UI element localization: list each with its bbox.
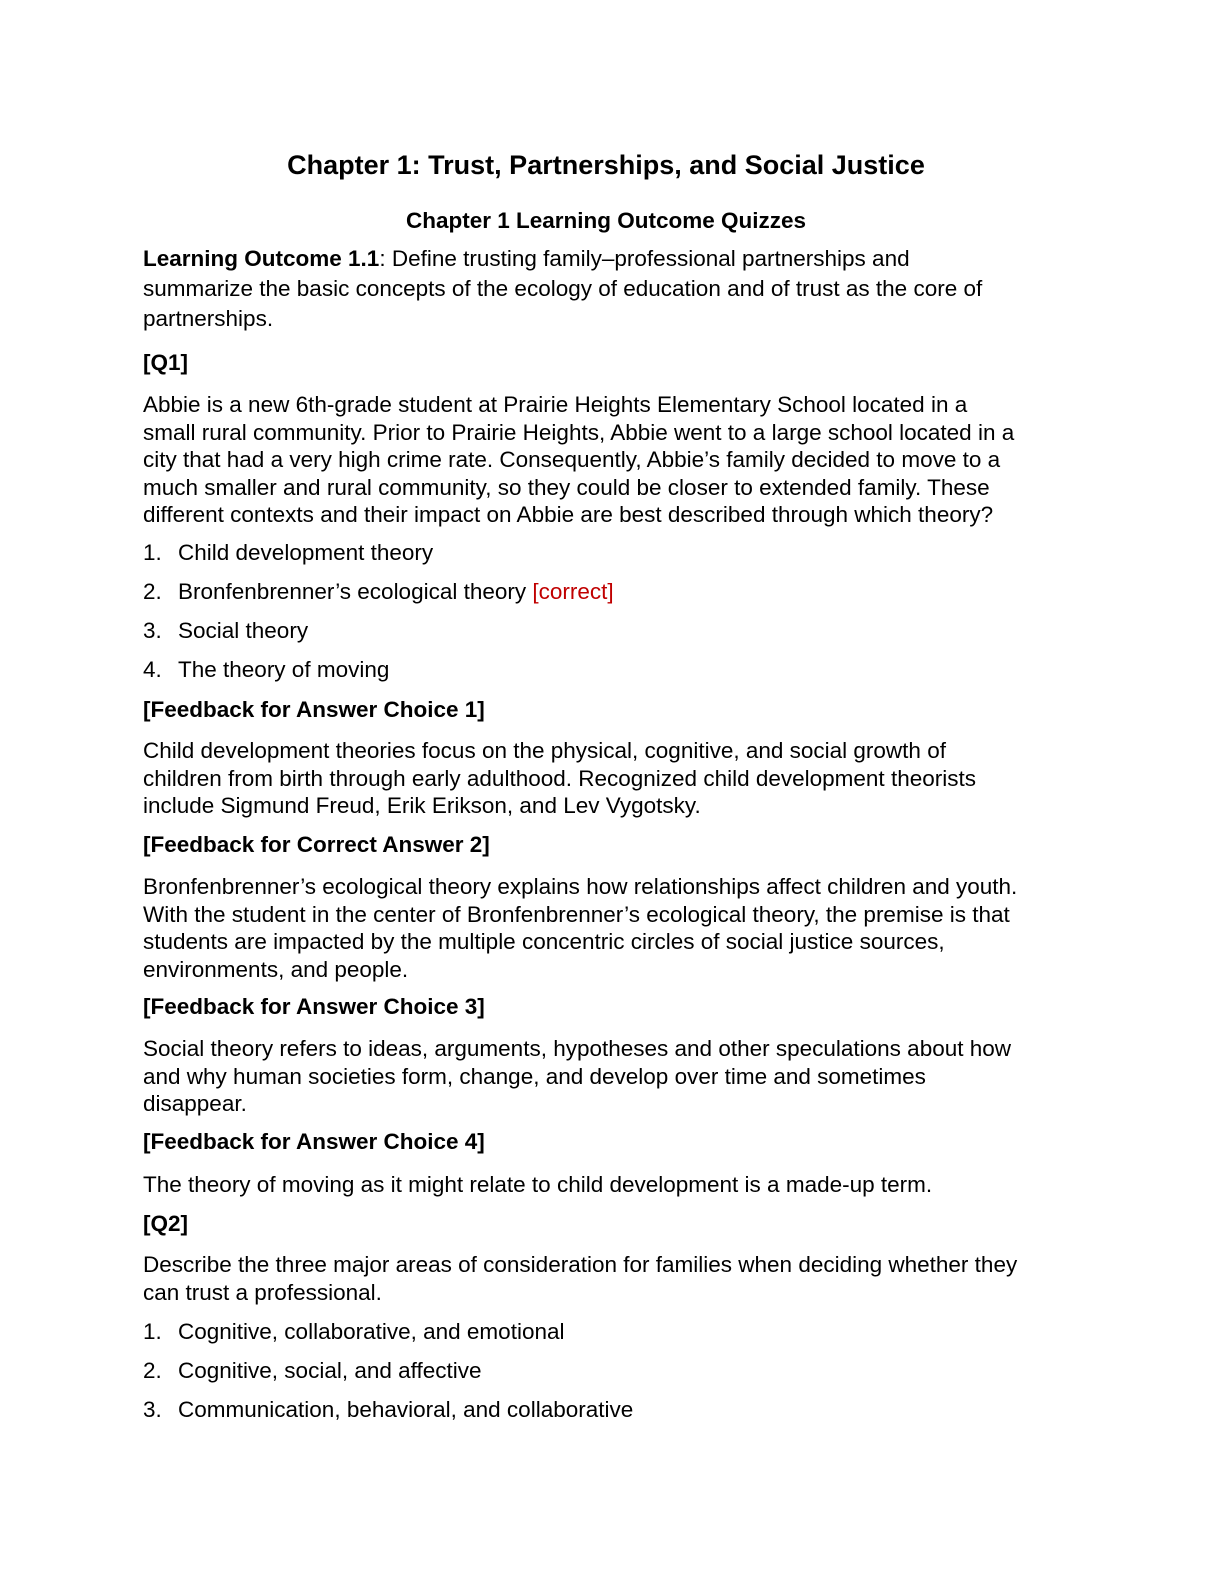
feedback-line: With the student in the center of Bronfenbrenner’s ecological theory, the premise is that <box>143 901 1010 927</box>
page-subtitle: Chapter 1 Learning Outcome Quizzes <box>405 208 807 233</box>
q1-option-1 <box>143 540 433 566</box>
learning-outcome-line-3: partnerships. <box>143 306 274 331</box>
feedback-4-text <box>143 1171 1083 1199</box>
question-2-stem <box>143 1251 1083 1306</box>
q1-option-3 <box>143 618 308 644</box>
feedback-3-text <box>143 1035 1083 1118</box>
stem-line: different contexts and their impact on Abbie are best described through which theory? <box>143 502 994 527</box>
feedback-2-text <box>143 873 1083 983</box>
feedback-line: Social theory refers to ideas, arguments, hypotheses and other speculations about how <box>143 1036 1012 1061</box>
question-2-tag: [Q2] <box>143 1211 188 1236</box>
option-number: 1. <box>143 540 162 565</box>
question-1-stem <box>143 391 1083 529</box>
feedback-4-heading: [Feedback for Answer Choice 4] <box>143 1129 485 1154</box>
learning-outcome-line-1 <box>143 246 910 272</box>
q1-option-2 <box>143 579 614 605</box>
feedback-1-text <box>143 737 1083 820</box>
option-number: 2. <box>143 579 162 604</box>
feedback-1-heading: [Feedback for Answer Choice 1] <box>143 697 485 722</box>
stem-line: Abbie is a new 6th-grade student at Prairie Heights Elementary School located in a <box>143 392 968 417</box>
option-number: 2. <box>143 1358 162 1383</box>
q1-option-4 <box>143 657 389 683</box>
feedback-line: The theory of moving as it might relate to child development is a made-up term. <box>143 1172 933 1197</box>
option-number: 4. <box>143 657 162 682</box>
feedback-line: Bronfenbrenner’s ecological theory explains how relationships affect children and youth. <box>143 874 1018 899</box>
option-text: Cognitive, collaborative, and emotional <box>178 1319 565 1344</box>
feedback-line: environments, and people. <box>143 956 409 982</box>
stem-line: can trust a professional. <box>143 1279 382 1305</box>
feedback-line: disappear. <box>143 1091 247 1116</box>
option-text: Social theory <box>178 618 309 643</box>
feedback-line: and why human societies form, change, and develop over time and sometimes <box>143 1063 926 1089</box>
learning-outcome-label: Learning Outcome 1.1 <box>143 246 380 271</box>
q2-option-2 <box>143 1358 482 1384</box>
stem-line: small rural community. Prior to Prairie Heights, Abbie went to a large school located in a <box>143 419 1015 445</box>
learning-outcome-line-2: summarize the basic concepts of the ecology of education and of trust as the core of <box>143 276 983 301</box>
feedback-line: children from birth through early adulthood. Recognized child development theorists <box>143 765 976 791</box>
feedback-2-heading: [Feedback for Correct Answer 2] <box>143 832 490 857</box>
q2-option-1 <box>143 1319 564 1345</box>
option-text: Child development theory <box>178 540 434 565</box>
option-text: Communication, behavioral, and collaborative <box>178 1397 634 1422</box>
correct-marker: [correct] <box>532 579 614 604</box>
learning-outcome-text: : Define trusting family–professional partnerships and <box>379 246 910 271</box>
feedback-line: include Sigmund Freud, Erik Erikson, and Lev Vygotsky. <box>143 793 701 818</box>
option-number: 3. <box>143 1397 162 1422</box>
q2-option-3 <box>143 1397 633 1423</box>
option-text: Cognitive, social, and affective <box>178 1358 482 1383</box>
option-text: The theory of moving <box>178 657 390 682</box>
feedback-line: Child development theories focus on the physical, cognitive, and social growth of <box>143 738 946 763</box>
feedback-3-heading: [Feedback for Answer Choice 3] <box>143 994 485 1019</box>
stem-line: much smaller and rural community, so they could be closer to extended family. These <box>143 474 990 500</box>
option-text: Bronfenbrenner’s ecological theory <box>178 579 527 604</box>
option-number: 3. <box>143 618 162 643</box>
question-1-tag: [Q1] <box>143 350 188 375</box>
stem-line: Describe the three major areas of consideration for families when deciding whether they <box>143 1252 1018 1277</box>
stem-line: city that had a very high crime rate. Consequently, Abbie’s family decided to move to a <box>143 447 1001 472</box>
feedback-line: students are impacted by the multiple concentric circles of social justice sources, <box>143 929 945 954</box>
option-number: 1. <box>143 1319 162 1344</box>
page-title: Chapter 1: Trust, Partnerships, and Social Justice <box>287 150 925 180</box>
